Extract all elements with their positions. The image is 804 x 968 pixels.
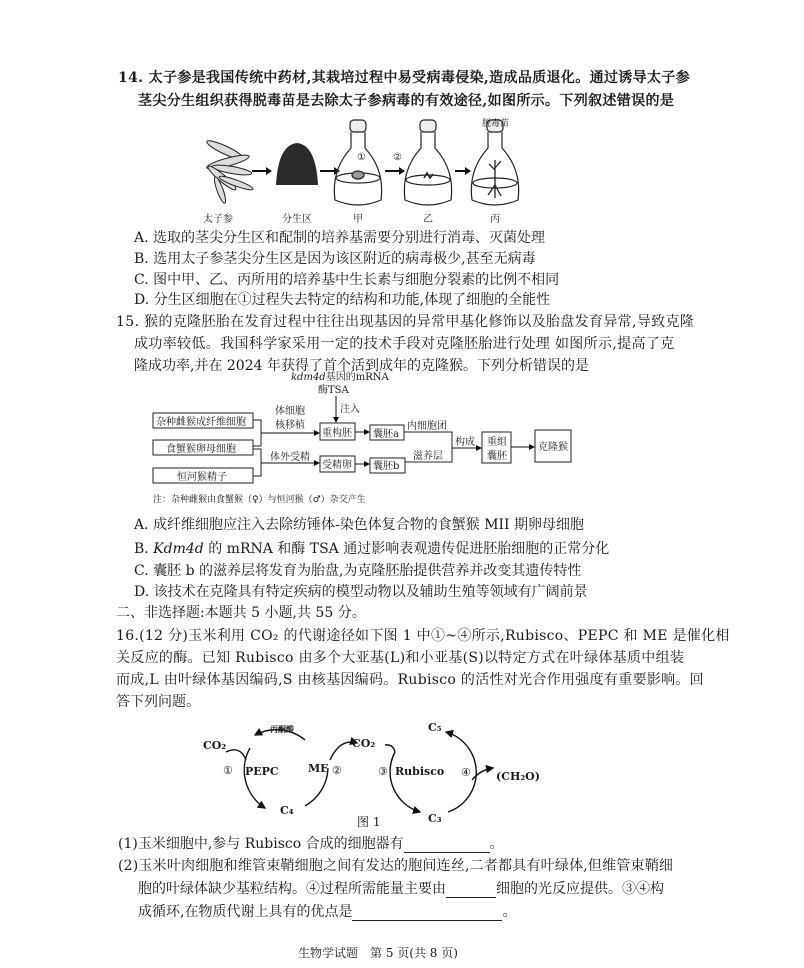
q14-option-a: A. 选取的茎尖分生区和配制的培养基需要分别进行消毒、灭菌处理 <box>134 230 546 246</box>
c3-label: C₃ <box>428 812 442 825</box>
q16-sub2-line1: (2)玉米叶肉细胞和维管束鞘细胞之间有发达的胞间连丝,二者都具有叶绿体,但维管束鞘细 <box>118 858 674 874</box>
q14-option-b: B. 选用太子参茎尖分生区是因为该区附近的病毒极少,甚至无病毒 <box>134 251 536 267</box>
step-1-label: ① <box>223 764 233 777</box>
step-2-label: ② <box>332 764 342 777</box>
figure-label-bing: 丙 <box>490 214 500 225</box>
box-zygote: 受精卵 <box>322 460 352 471</box>
box-fibroblast: 杂种雌猴成纤维细胞 <box>156 417 246 428</box>
c4-label: C₄ <box>280 804 294 817</box>
box-reconstructed-embryo: 重构胚 <box>322 428 352 439</box>
section-2-heading: 二、非选择题:本题共 5 小题,共 55 分。 <box>116 605 366 621</box>
ch2o-label: (CH₂O) <box>496 770 540 783</box>
pepc-label: PEPC <box>245 765 279 778</box>
rubisco-label: Rubisco <box>395 765 445 778</box>
mrna-label: 基因的mRNA <box>325 372 389 383</box>
box-oocyte: 食蟹猴卵母细胞 <box>166 444 236 455</box>
kdm4d-gene-label: kdm4d <box>291 372 326 383</box>
page-footer: 生物学试题 第 5 页(共 8 页) <box>298 946 458 960</box>
nuclear-transfer-label-1: 体细胞 <box>275 406 305 417</box>
q16-sub1 <box>118 835 504 853</box>
step-4-label: ④ <box>461 766 471 779</box>
diagram-note: 注：杂种雌猴由食蟹猴（♀）与恒河猴（♂）杂交产生 <box>153 495 366 505</box>
q14-stem-line2: 茎尖分生组织获得脱毒苗是去除太子参病毒的有效途径,如图所示。下列叙述错误的是 <box>138 93 675 109</box>
inject-label: 注入 <box>340 404 360 415</box>
sub2-end: 。 <box>502 904 517 920</box>
box-sperm: 恒河猴精子 <box>177 472 227 483</box>
q16-stem-line1: 16.(12 分)玉米利用 CO₂ 的代谢途径如下图 1 中①~④所示,Rubisco、PEPC 和 ME 是催化相 <box>116 628 730 644</box>
sub2-text-b: 细胞的光反应提供。③④构 <box>496 881 664 897</box>
box-blastocyst-a: 囊胚a <box>373 429 399 440</box>
pyruvate-label: 丙酮酸 <box>270 724 294 734</box>
q15-option-d: D. 该技术在克隆具有特定疾病的模型动物以及辅助生殖等领域有广阔前景 <box>134 584 588 600</box>
option-b-gene: Kdm4d <box>153 541 204 557</box>
q15-stem-line2: 成功率较低。我国科学家采用一定的技术手段对克隆胚胎进行处理 如图所示,提高了克 <box>134 336 675 352</box>
figure-label-meristem: 分生区 <box>282 214 312 225</box>
q14-stem-line1: 14. 太子参是我国传统中药材,其栽培过程中易受病毒侵染,造成品质退化。通过诱导太子参 <box>118 70 691 86</box>
step-3-label: ③ <box>378 765 388 778</box>
q16-stem-line2: 关反应的酶。已知 Rubisco 由多个大亚基(L)和小亚基(S)以特定方式在叶绿体基质中组装 <box>116 650 685 666</box>
step-2-label: ② <box>393 152 402 163</box>
box-recombined-line1: 重组 <box>487 437 507 448</box>
box-recombined-line2: 囊胚 <box>487 451 507 462</box>
q14-option-d: D. 分生区细胞在①过程失去特定的结构和功能,体现了细胞的全能性 <box>134 292 551 308</box>
q14-option-c: C. 图中甲、乙、丙所用的培养基中生长素与细胞分裂素的比例不相同 <box>134 272 560 288</box>
figure-label-ginseng: 太子参 <box>203 214 233 225</box>
sub2-text-c: 成循环,在物质代谢上具有的优点是 <box>138 904 353 920</box>
option-b-text: 的 mRNA 和酶 TSA 通过影响表观遗传促进胚胎细胞的正常分化 <box>203 541 610 557</box>
q16-sub2-line3 <box>138 903 516 921</box>
me-label: ME <box>308 762 329 775</box>
step-1-label: ① <box>357 152 366 163</box>
c5-label: C₅ <box>428 721 442 734</box>
box-cloned-monkey: 克隆猴 <box>538 442 568 453</box>
figure-label-yi: 乙 <box>423 214 433 225</box>
q16-stem-line3: 而成,L 由叶绿体基因编码,S 由核基因编码。Rubisco 的活性对光合作用强度有重要影响。回 <box>116 672 704 688</box>
answer-blank-3[interactable] <box>352 906 502 921</box>
sub1-text: (1)玉米细胞中,参与 Rubisco 合成的细胞器有 <box>118 836 404 852</box>
co2-middle-label: CO₂ <box>352 737 376 750</box>
figure-label-jia: 甲 <box>353 214 363 225</box>
tsa-enzyme-label: 酶TSA <box>318 385 349 396</box>
virus-free-seedling-label: 脱毒苗 <box>482 119 510 129</box>
inner-cell-mass-label: 内细胞团 <box>407 421 447 432</box>
answer-blank-2[interactable] <box>446 883 496 898</box>
q16-sub2-line2 <box>138 880 664 898</box>
box-blastocyst-b: 囊胚b <box>373 461 400 472</box>
nuclear-transfer-label-2: 核移植 <box>275 420 305 431</box>
q16-stem-line4: 答下列问题。 <box>116 694 200 710</box>
sub1-end: 。 <box>489 836 504 852</box>
answer-blank-1[interactable] <box>404 838 490 853</box>
q15-stem-line1: 15. 猴的克隆胚胎在发育过程中往往出现基因的异常甲基化修饰以及胎盘发育异常,导致克隆 <box>116 314 695 330</box>
option-b-prefix: B. <box>134 541 154 557</box>
trophoblast-label: 滋养层 <box>413 451 443 462</box>
co2-left-label: CO₂ <box>203 739 227 752</box>
figure-caption: 图 1 <box>357 815 381 829</box>
q15-option-c: C. 囊胚 b 的滋养层将发育为胎盘,为克隆胚胎提供营养并改变其遗传特性 <box>134 563 582 579</box>
sub2-text-a: 胞的叶绿体缺少基粒结构。④过程所需能量主要由 <box>138 881 446 897</box>
ivf-label: 体外受精 <box>270 452 310 463</box>
compose-label: 构成 <box>455 437 475 448</box>
q15-option-a: A. 成纤维细胞应注入去除纺锤体-染色体复合物的食蟹猴 MII 期卵母细胞 <box>134 517 585 533</box>
q15-stem-line3: 隆成功率,并在 2024 年获得了首个活到成年的克隆猴。下列分析错误的是 <box>134 358 589 374</box>
